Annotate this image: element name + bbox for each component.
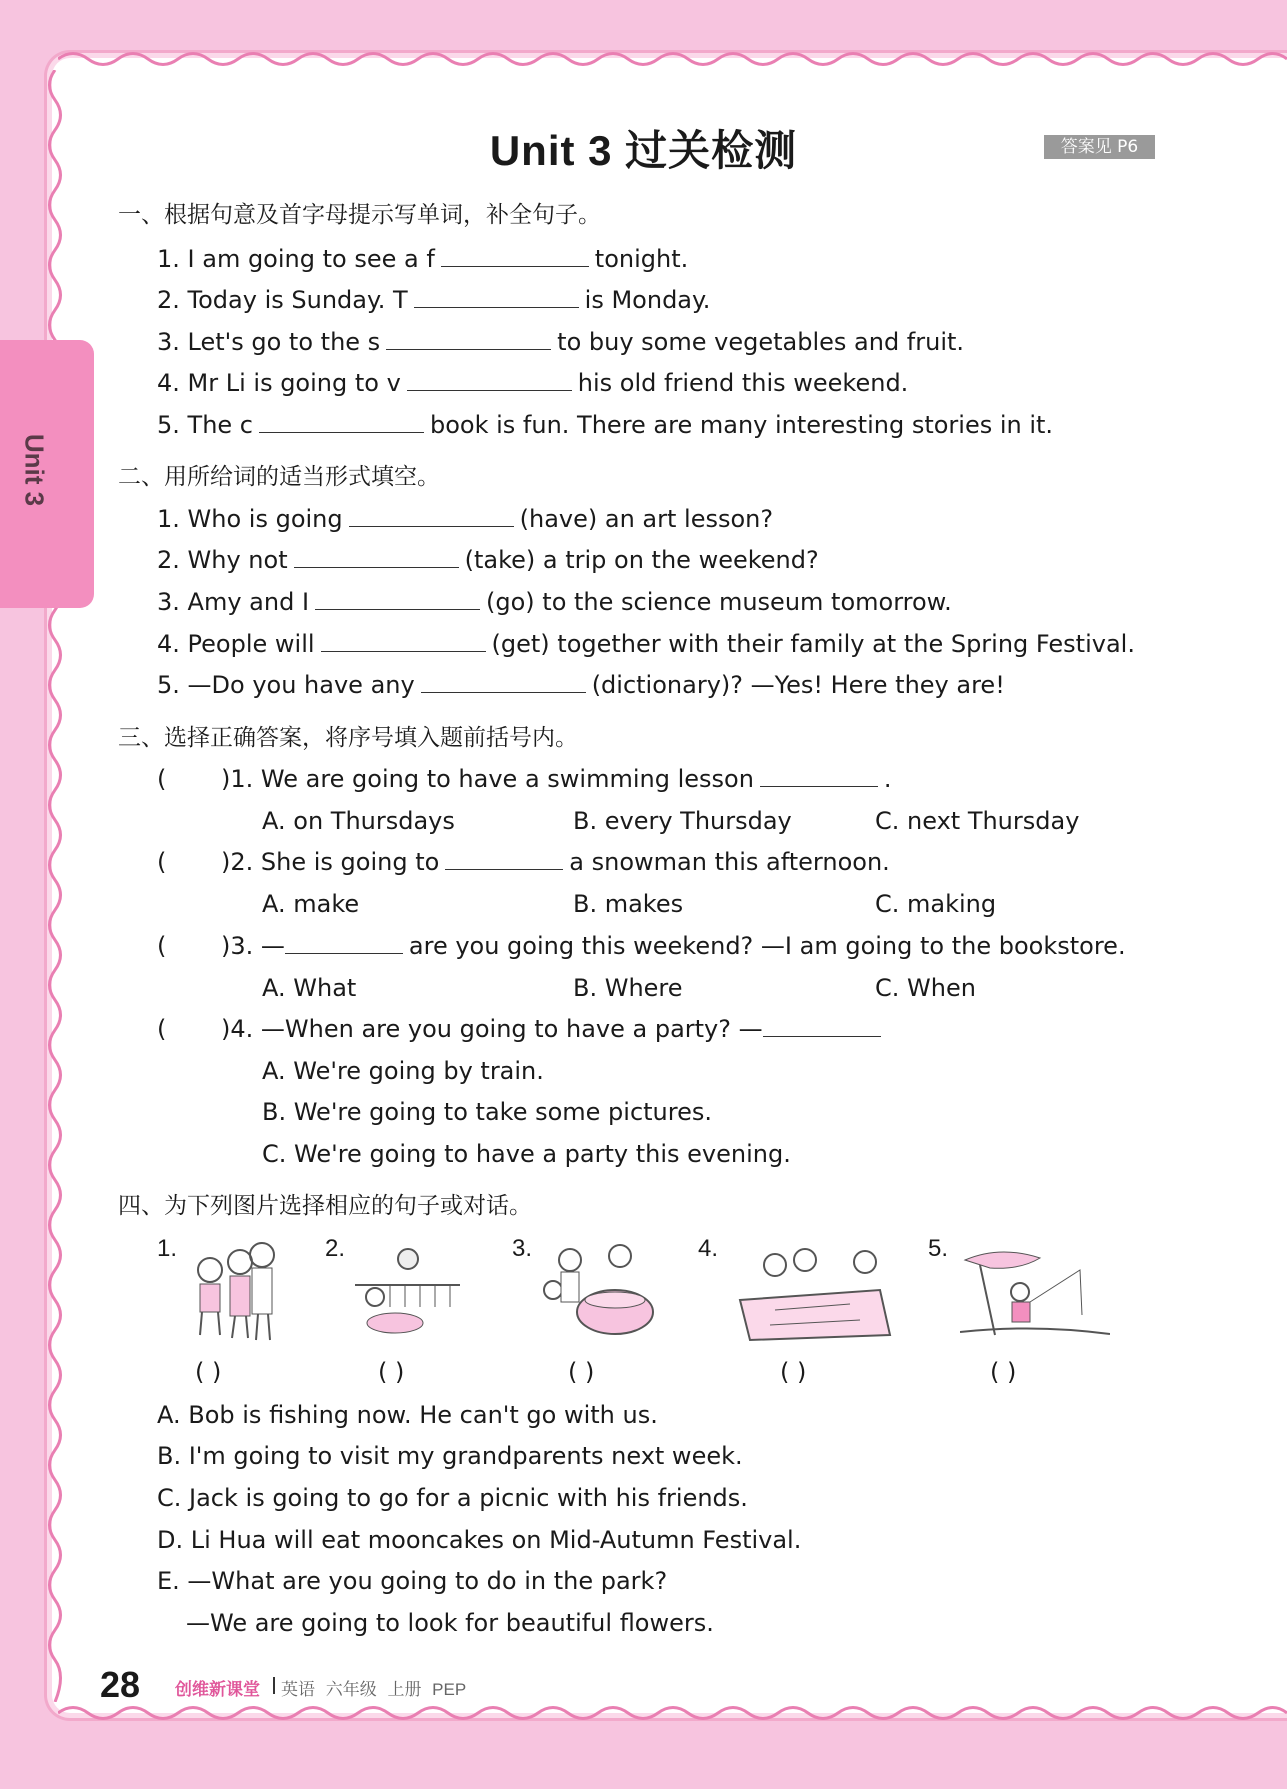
answer-blank[interactable] [441, 244, 589, 267]
s4-option-b: B. I'm going to visit my grandparents next week. [157, 1442, 743, 1470]
section-4-heading: 四、为下列图片选择相应的句子或对话。 [118, 1193, 532, 1219]
s2-item-2: 2. Why not (take) a trip on the weekend? [157, 546, 819, 574]
unit-side-tab-label: Unit 3 [19, 433, 50, 507]
brand-name: 创维新课堂 [175, 1680, 260, 1699]
s2-item-1: 1. Who is going (have) an art lesson? [157, 505, 774, 533]
s3-q4: )4. —When are you going to have a party? — [221, 1014, 887, 1044]
answer-blank [285, 931, 403, 954]
picture-answer-paren-1[interactable]: ( ) [195, 1358, 222, 1386]
s1-item-1: 1. I am going to see a f tonight. [157, 245, 689, 273]
picture-number-4: 4. [698, 1235, 719, 1262]
s3-q3-option-b: B. Where [573, 974, 683, 1002]
s3-q2-option-b: B. makes [573, 890, 684, 918]
answer-blank[interactable] [315, 587, 480, 610]
s3-q3-option-c: C. When [875, 974, 976, 1002]
picture-number-2: 2. [325, 1235, 346, 1262]
picture-answer-paren-4[interactable]: ( ) [780, 1358, 807, 1386]
section-2-heading: 二、用所给词的适当形式填空。 [118, 464, 440, 490]
picture-picnic-icon [730, 1240, 895, 1345]
footer-divider [273, 1677, 275, 1694]
picture-fishing-icon [960, 1240, 1110, 1345]
s3-q2-option-c: C. making [875, 890, 997, 918]
s1-item-5: 5. The c book is fun. There are many interesting stories in it. [157, 411, 1054, 439]
page-title: Unit 3 过关检测 [489, 127, 798, 174]
s4-option-e: E. —What are you going to do in the park? [157, 1567, 668, 1595]
s3-q4-option-c: C. We're going to have a party this evening. [262, 1140, 791, 1168]
picture-number-1: 1. [157, 1235, 178, 1262]
s4-option-e-reply: —We are going to look for beautiful flowers. [186, 1609, 714, 1637]
s1-item-2: 2. Today is Sunday. T is Monday. [157, 286, 711, 314]
answer-blank[interactable] [321, 629, 486, 652]
s3-q1-option-a: A. on Thursdays [262, 807, 455, 835]
s4-option-c: C. Jack is going to go for a picnic with his friends. [157, 1484, 748, 1512]
answer-blank[interactable] [421, 670, 586, 693]
s4-option-a: A. Bob is fishing now. He can't go with us. [157, 1401, 658, 1429]
s3-q1-option-b: B. every Thursday [573, 807, 792, 835]
s3-q3: )3. — are you going this weekend? —I am going to the bookstore. [221, 932, 1126, 960]
answer-blank[interactable] [259, 410, 424, 433]
picture-party-cake-icon [535, 1240, 665, 1345]
answer-blank [763, 1014, 881, 1037]
s2-item-3: 3. Amy and I (go) to the science museum tomorrow. [157, 588, 952, 616]
section-1-heading: 一、根据句意及首字母提示写单词，补全句子。 [118, 202, 601, 228]
picture-answer-paren-2[interactable]: ( ) [378, 1358, 405, 1386]
picture-family-icon [180, 1240, 290, 1345]
answer-paren-open[interactable]: ( [157, 932, 167, 960]
answer-blank[interactable] [349, 504, 514, 527]
picture-moon-night-icon [350, 1245, 465, 1345]
s1-item-4: 4. Mr Li is going to v his old friend this weekend. [157, 369, 909, 397]
answer-blank [760, 764, 878, 787]
answer-paren-open[interactable]: ( [157, 848, 167, 876]
page-number: 28 [100, 1664, 141, 1705]
s2-item-5: 5. —Do you have any (dictionary)? —Yes! Here they are! [157, 671, 1005, 699]
answer-blank[interactable] [407, 368, 572, 391]
picture-number-3: 3. [512, 1235, 533, 1262]
book-info: 英语 六年级 上册 PEP [281, 1680, 467, 1699]
section-3-heading: 三、选择正确答案，将序号填入题前括号内。 [118, 725, 578, 751]
s1-item-3: 3. Let's go to the s to buy some vegetables and fruit. [157, 328, 965, 356]
s3-q1-option-c: C. next Thursday [875, 807, 1080, 835]
picture-answer-paren-5[interactable]: ( ) [990, 1358, 1017, 1386]
answer-paren-open[interactable]: ( [157, 1015, 167, 1043]
s3-q2-option-a: A. make [262, 890, 360, 918]
s3-q4-option-b: B. We're going to take some pictures. [262, 1098, 712, 1126]
s3-q2: )2. She is going to a snowman this afternoon. [221, 848, 890, 876]
s2-item-4: 4. People will (get) together with their family at the Spring Festival. [157, 630, 1135, 658]
picture-number-5: 5. [928, 1235, 949, 1262]
answer-blank[interactable] [294, 545, 459, 568]
answer-reference-badge: 答案见 P6 [1044, 135, 1155, 159]
answer-paren-open[interactable]: ( [157, 765, 167, 793]
answer-blank[interactable] [386, 327, 551, 350]
answer-blank [445, 847, 563, 870]
answer-blank[interactable] [414, 285, 579, 308]
s3-q1: )1. We are going to have a swimming lesson . [221, 765, 892, 793]
picture-answer-paren-3[interactable]: ( ) [568, 1358, 595, 1386]
s4-option-d: D. Li Hua will eat mooncakes on Mid-Autumn Festival. [157, 1526, 802, 1554]
s3-q4-option-a: A. We're going by train. [262, 1057, 544, 1085]
s3-q3-option-a: A. What [262, 974, 357, 1002]
